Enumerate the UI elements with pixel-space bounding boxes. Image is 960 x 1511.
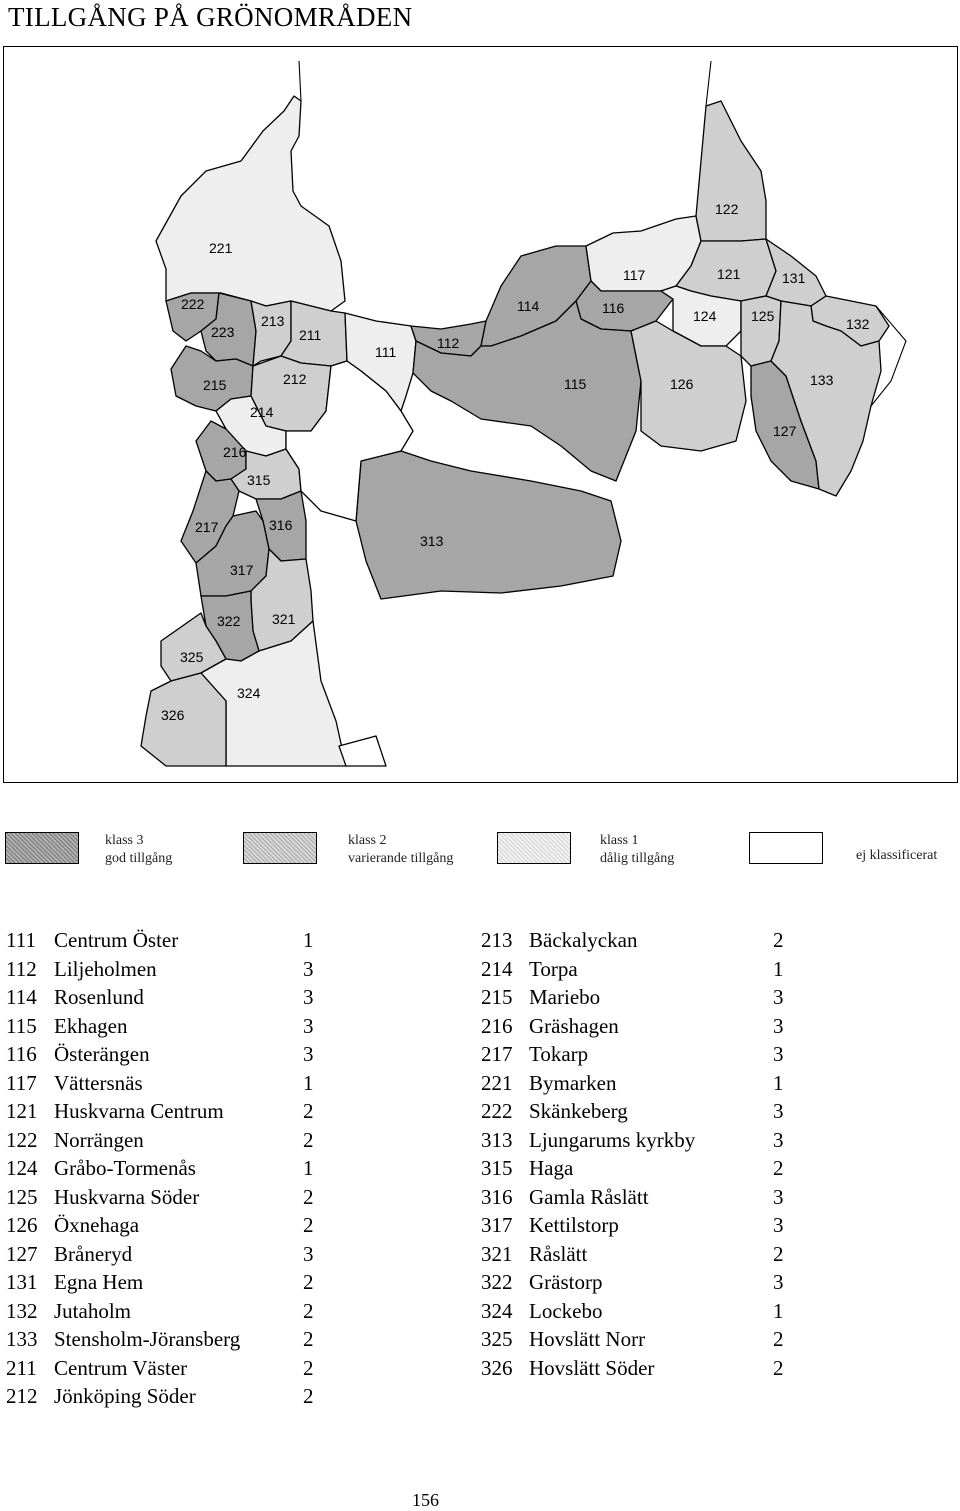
legend-swatch-klass2 xyxy=(243,832,317,864)
page-number: 156 xyxy=(412,1490,439,1510)
map-label-223: 223 xyxy=(211,324,235,340)
legend-swatch-klass3 xyxy=(5,832,79,864)
area-code: 212 xyxy=(6,1384,38,1408)
area-row xyxy=(6,1325,326,1354)
area-row xyxy=(481,1297,801,1326)
area-name: Österängen xyxy=(54,1042,150,1066)
area-row xyxy=(6,926,326,955)
legend-klass3-text xyxy=(105,832,172,868)
legend-klass1-text xyxy=(600,832,674,868)
area-list-right xyxy=(481,926,801,1382)
area-name: Ljungarums kyrkby xyxy=(529,1127,696,1152)
map-label-124: 124 xyxy=(693,308,717,324)
area-code: 222 xyxy=(481,1099,513,1123)
map-label-215: 215 xyxy=(203,377,227,393)
area-name: Kettilstorp xyxy=(529,1213,619,1237)
area-row xyxy=(6,1211,326,1240)
area-klass: 3 xyxy=(773,1184,784,1209)
area-klass: 2 xyxy=(303,1298,314,1323)
area-row xyxy=(6,1297,326,1326)
area-row xyxy=(481,1040,801,1069)
map-label-115: 115 xyxy=(564,376,587,392)
map-label-315: 315 xyxy=(247,472,271,488)
legend-klass2-line2: varierande tillgång xyxy=(348,851,454,866)
area-row xyxy=(6,1382,326,1411)
area-klass: 3 xyxy=(303,1241,314,1266)
area-name: Skänkeberg xyxy=(529,1099,628,1123)
area-klass: 1 xyxy=(773,956,784,981)
legend-klass2-text xyxy=(348,832,453,868)
area-code: 215 xyxy=(481,985,513,1009)
area-code: 126 xyxy=(6,1213,38,1237)
area-klass: 3 xyxy=(773,1270,784,1294)
map-label-133: 133 xyxy=(810,372,834,388)
area-code: 214 xyxy=(481,956,513,981)
map-label-122: 122 xyxy=(715,201,739,217)
legend-swatch-klass1 xyxy=(497,832,571,864)
area-klass: 2 xyxy=(773,1156,784,1180)
area-code: 116 xyxy=(6,1042,37,1066)
area-name: Rosenlund xyxy=(54,985,144,1009)
area-name: Torpa xyxy=(529,956,578,981)
map-label-112: 112 xyxy=(437,335,460,351)
area-name: Råslätt xyxy=(529,1241,588,1266)
district-313 xyxy=(356,451,621,599)
map-label-131: 131 xyxy=(782,270,806,286)
area-name: Gräshagen xyxy=(529,1013,619,1038)
area-klass: 3 xyxy=(773,1042,784,1066)
district-122 xyxy=(696,101,766,241)
area-code: 216 xyxy=(481,1013,513,1038)
map-label-116: 116 xyxy=(602,300,625,316)
map-label-316: 316 xyxy=(269,517,293,533)
area-code: 313 xyxy=(481,1127,513,1152)
legend-klass3-line2: god tillgång xyxy=(105,851,173,866)
area-klass: 3 xyxy=(773,1013,784,1038)
area-name: Jutaholm xyxy=(54,1298,131,1323)
area-klass: 2 xyxy=(303,1327,314,1351)
area-code: 121 xyxy=(6,1099,38,1123)
area-row xyxy=(481,1069,801,1098)
area-name: Bymarken xyxy=(529,1070,617,1095)
map-label-111: 111 xyxy=(375,344,397,360)
area-name: Liljeholmen xyxy=(54,956,157,981)
area-name: Huskvarna Söder xyxy=(54,1184,200,1209)
legend-unclassified-text xyxy=(856,847,937,865)
area-row xyxy=(481,1097,801,1126)
area-name: Vättersnäs xyxy=(54,1070,143,1095)
map-label-114: 114 xyxy=(517,298,540,314)
legend-unclassified-line1: ej klassificerat xyxy=(856,848,938,863)
map-label-321: 321 xyxy=(272,611,296,627)
area-code: 117 xyxy=(6,1070,37,1095)
map-label-211: 211 xyxy=(299,327,322,343)
area-row xyxy=(481,1211,801,1240)
area-row xyxy=(6,1012,326,1041)
area-klass: 3 xyxy=(303,985,314,1009)
area-row xyxy=(6,1126,326,1155)
area-row xyxy=(481,926,801,955)
area-klass: 2 xyxy=(773,1355,784,1380)
area-klass: 3 xyxy=(773,1213,784,1237)
area-row xyxy=(6,1354,326,1383)
area-klass: 3 xyxy=(773,985,784,1009)
area-row xyxy=(6,1268,326,1297)
area-code: 131 xyxy=(6,1270,38,1294)
area-name: Centrum Väster xyxy=(54,1355,188,1380)
area-name: Egna Hem xyxy=(54,1270,144,1294)
area-klass: 1 xyxy=(303,1070,314,1095)
district-unclassified-south xyxy=(339,736,386,766)
map-label-322: 322 xyxy=(217,613,241,629)
area-klass: 1 xyxy=(303,928,314,952)
area-row xyxy=(481,955,801,984)
area-name: Grästorp xyxy=(529,1270,603,1294)
area-code: 213 xyxy=(481,928,513,952)
area-name: Gråbo-Tormenås xyxy=(54,1156,196,1180)
area-name: Mariebo xyxy=(529,985,601,1009)
area-row xyxy=(6,1040,326,1069)
area-name: Öxnehaga xyxy=(54,1213,140,1237)
legend-klass1-line1: klass 1 xyxy=(600,833,639,848)
map-label-213: 213 xyxy=(261,313,285,329)
area-code: 315 xyxy=(481,1156,513,1180)
area-code: 125 xyxy=(6,1184,38,1209)
map-label-117: 117 xyxy=(623,267,646,283)
map-label-214: 214 xyxy=(250,404,274,420)
area-klass: 3 xyxy=(303,956,314,981)
area-row xyxy=(481,1325,801,1354)
map-label-325: 325 xyxy=(180,649,204,665)
area-klass: 2 xyxy=(303,1127,314,1152)
area-row xyxy=(6,1154,326,1183)
area-row xyxy=(6,983,326,1012)
area-code: 114 xyxy=(6,985,37,1009)
area-row xyxy=(481,1154,801,1183)
district-map-svg xyxy=(4,47,958,783)
area-klass: 3 xyxy=(303,1013,314,1038)
area-klass: 2 xyxy=(303,1213,314,1237)
map-label-222: 222 xyxy=(181,296,205,312)
area-row xyxy=(481,983,801,1012)
area-klass: 3 xyxy=(773,1127,784,1152)
map-label-324: 324 xyxy=(237,685,261,701)
area-klass: 3 xyxy=(773,1099,784,1123)
area-klass: 2 xyxy=(773,928,784,952)
area-klass: 2 xyxy=(303,1099,314,1123)
area-name: Lockebo xyxy=(529,1298,603,1323)
area-name: Tokarp xyxy=(529,1042,589,1066)
area-row xyxy=(481,1354,801,1383)
area-klass: 1 xyxy=(773,1298,784,1323)
area-code: 133 xyxy=(6,1327,38,1351)
district-map xyxy=(3,46,958,783)
district-221 xyxy=(156,96,345,311)
map-label-127: 127 xyxy=(773,423,797,439)
area-code: 111 xyxy=(6,928,36,952)
area-code: 122 xyxy=(6,1127,38,1152)
area-code: 221 xyxy=(481,1070,513,1095)
area-code: 211 xyxy=(6,1355,37,1380)
legend-klass1-line2: dålig tillgång xyxy=(600,851,675,866)
area-name: Hovslätt Norr xyxy=(529,1327,646,1351)
area-name: Bäckalyckan xyxy=(529,928,638,952)
area-code: 217 xyxy=(481,1042,513,1066)
area-code: 321 xyxy=(481,1241,513,1266)
area-name: Bråneryd xyxy=(54,1241,133,1266)
area-name: Ekhagen xyxy=(54,1013,128,1038)
page-title: TILLGÅNG PÅ GRÖNOMRÅDEN xyxy=(8,2,413,32)
area-row xyxy=(6,955,326,984)
legend-klass2-line1: klass 2 xyxy=(348,833,387,848)
map-label-216: 216 xyxy=(223,444,247,460)
area-klass: 2 xyxy=(303,1184,314,1209)
area-code: 316 xyxy=(481,1184,513,1209)
area-klass: 2 xyxy=(773,1241,784,1266)
area-code: 322 xyxy=(481,1270,513,1294)
map-label-313: 313 xyxy=(420,533,444,549)
area-code: 325 xyxy=(481,1327,513,1351)
legend-klass3-line1: klass 3 xyxy=(105,833,144,848)
area-klass: 2 xyxy=(303,1355,314,1380)
area-code: 324 xyxy=(481,1298,513,1323)
area-name: Hovslätt Söder xyxy=(529,1355,655,1380)
area-name: Jönköping Söder xyxy=(54,1384,196,1408)
area-row xyxy=(6,1097,326,1126)
map-label-132: 132 xyxy=(846,316,870,332)
area-name: Haga xyxy=(529,1156,574,1180)
map-label-326: 326 xyxy=(161,707,185,723)
area-code: 326 xyxy=(481,1355,513,1380)
area-code: 132 xyxy=(6,1298,38,1323)
area-row xyxy=(6,1183,326,1212)
map-label-217: 217 xyxy=(195,519,219,535)
area-code: 317 xyxy=(481,1213,513,1237)
area-name: Norrängen xyxy=(54,1127,144,1152)
area-name: Huskvarna Centrum xyxy=(54,1099,224,1123)
map-label-212: 212 xyxy=(283,371,307,387)
area-name: Centrum Öster xyxy=(54,928,179,952)
map-label-125: 125 xyxy=(751,308,775,324)
area-code: 112 xyxy=(6,956,37,981)
area-code: 115 xyxy=(6,1013,37,1038)
legend-swatch-unclassified xyxy=(749,832,823,864)
area-name: Stensholm-Jöransberg xyxy=(54,1327,241,1351)
map-label-126: 126 xyxy=(670,376,694,392)
area-row xyxy=(481,1240,801,1269)
area-code: 127 xyxy=(6,1241,38,1266)
map-label-317: 317 xyxy=(230,562,254,578)
area-row xyxy=(481,1126,801,1155)
area-row xyxy=(6,1240,326,1269)
area-klass: 3 xyxy=(303,1042,314,1066)
area-row xyxy=(481,1183,801,1212)
area-row xyxy=(6,1069,326,1098)
area-row xyxy=(481,1268,801,1297)
area-klass: 2 xyxy=(303,1270,314,1294)
area-code: 124 xyxy=(6,1156,38,1180)
area-klass: 2 xyxy=(303,1384,314,1408)
area-row xyxy=(481,1012,801,1041)
area-klass: 1 xyxy=(303,1156,314,1180)
area-klass: 1 xyxy=(773,1070,784,1095)
area-klass: 2 xyxy=(773,1327,784,1351)
area-name: Gamla Råslätt xyxy=(529,1184,649,1209)
map-label-121: 121 xyxy=(717,266,741,282)
area-list-left xyxy=(6,926,326,1411)
map-label-221: 221 xyxy=(209,240,233,256)
